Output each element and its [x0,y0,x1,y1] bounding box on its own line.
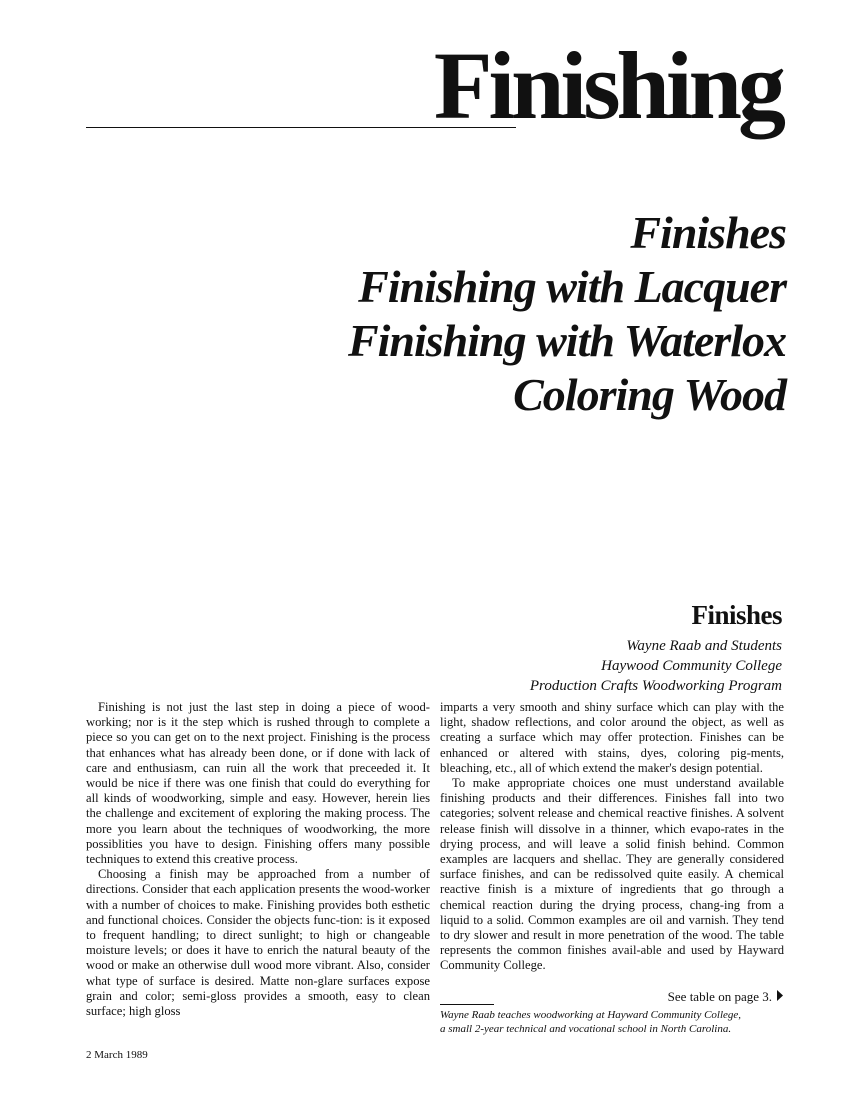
column-left [86,700,430,1019]
article-title: Finishes [691,600,782,630]
paragraph: Finishing is not just the last step in doing a piece of wood-working; nor is it the step which is rushed through to complete a piece so you can get on to the next project. Finishing is the process that enhances what has already been done, or if done with lack of care and enthusiasm, can ruin all the work that preceeded it. It would be nice if there was one finish that could do everything for all kinds of woodworking, simple and easy. However, herein lies the challenge and excitement of exploring the making process. The more you learn about the techniques of woodworking, the more possiblities you have to design. Finishing offers many possible techniques to extend this creative process. [86,700,430,867]
contents-list [348,206,786,422]
continued-note [440,989,784,1005]
byline-institution: Haywood Community College [601,658,782,674]
paragraph: imparts a very smooth and shiny surface which can play with the light, shadow reflections, and color around the object, as well as creating a surface which may offer protection. Finishes can be enhanced or altered with stains, dyes, coloring pig-ments, bleaching, etc., all of which extend the maker's design potential. [440,700,784,775]
paragraph: To make appropriate choices one must understand available finishing products and their differences. Finishes fall into two categories; solvent release and chemical reactive finishes. A solvent release finish will dissolve in a thinner, which evapo-rates in the drying process, and will leave a solid finish behind. Common examples are lacquers and shellac. They are generally considered surface finishes, and can be redissolved quite easily. A chemical reactive finish is a mixture of ingredients that go through a chemical reaction during the drying process, chang-ing from a liquid to a solid. Common examples are oil and varnish. They tend to dry slower and result in more penetration of the wood. The table represents the common finishes avail-able and used by Hayward Community College. [440,776,784,973]
footnote-line: a small 2-year technical and vocational school in North Carolina. [440,1023,732,1035]
contents-item: Coloring Wood [513,369,786,420]
footnote [440,1008,784,1036]
byline-author: Wayne Raab and Students [626,638,782,654]
column-right [440,700,784,974]
page-folio: 2 March 1989 [86,1049,148,1061]
continued-text: See table on page 3. [667,989,772,1004]
contents-item: Finishing with Lacquer [358,261,786,312]
masthead-title: Finishing [433,32,782,139]
arrow-right-icon [776,989,784,1005]
footnote-line: Wayne Raab teaches woodworking at Hayward Community College, [440,1009,742,1021]
byline-program: Production Crafts Woodworking Program [529,678,782,694]
contents-item: Finishing with Waterlox [347,315,786,366]
footnote-rule [440,1004,494,1005]
contents-item: Finishes [630,207,786,258]
paragraph: Choosing a finish may be approached from a number of directions. Consider that each application presents the wood-worker with a number of choices to make. Finishing provides both esthetic and functional choices. Consider the objects func-tion: is it exposed to frequent handling; to direct sunlight; to high or changeable moisture levels; or does it have to enrich the natural beauty of the wood or make an otherwise dull wood more vibrant. Also, consider what type of surface is desired. Matte non-glare surfaces expose grain and color; semi-gloss provides a smooth, easy to clean surface; high gloss [86,867,430,1019]
